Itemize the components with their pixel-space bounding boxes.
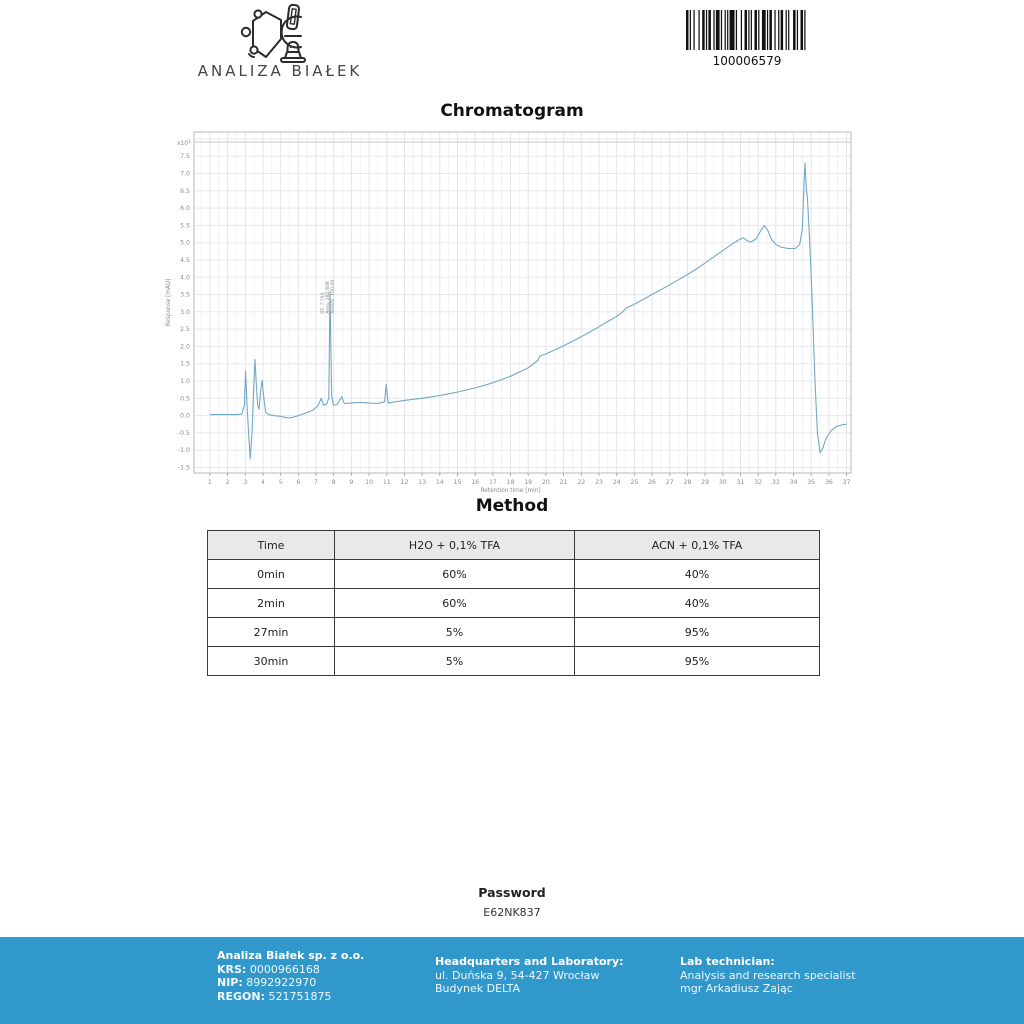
svg-text:1: 1: [207, 479, 212, 486]
method-title: Method: [475, 496, 549, 516]
svg-text:34: 34: [789, 479, 798, 486]
svg-text:2.5: 2.5: [180, 326, 190, 334]
svg-text:7.5: 7.5: [180, 153, 190, 161]
svg-text:Retention time [min]: Retention time [min]: [480, 488, 541, 494]
table-cell: 95%: [575, 647, 820, 676]
company-logo-icon: [215, 2, 345, 64]
table-cell: 40%: [575, 589, 820, 618]
svg-text:16: 16: [471, 479, 480, 486]
technician-name: mgr Arkadiusz Zając: [680, 982, 793, 995]
svg-text:27: 27: [665, 479, 674, 486]
svg-text:4: 4: [261, 479, 265, 486]
table-row: [208, 560, 820, 589]
svg-text:37: 37: [842, 479, 851, 486]
svg-text:0.5: 0.5: [180, 395, 190, 403]
svg-text:21: 21: [559, 479, 568, 486]
svg-text:31: 31: [736, 479, 745, 486]
svg-text:3: 3: [243, 479, 248, 486]
table-cell: 60%: [335, 560, 575, 589]
svg-text:11: 11: [382, 479, 391, 486]
svg-text:9: 9: [349, 479, 354, 486]
svg-text:x101: $x10^1$: [176, 140, 191, 147]
svg-text:-1.5: -1.5: [177, 464, 190, 472]
svg-text:12: 12: [400, 479, 409, 486]
chromatogram-chart: [160, 126, 860, 496]
chromatogram-title: Chromatogram: [440, 101, 584, 121]
svg-text:-0.5: -0.5: [177, 429, 190, 437]
company-nip: NIP: 8992922970: [217, 976, 317, 989]
svg-text:30: 30: [718, 479, 727, 486]
company-logo-text: ANALIZA BIAŁEK: [197, 62, 363, 80]
svg-text:Area%: 100.00: Area%: 100.00: [331, 279, 336, 314]
svg-text:RT: 7.793: RT: 7.793: [321, 292, 326, 314]
table-cell: 2min: [208, 589, 335, 618]
footer: [0, 937, 1024, 1024]
technician-role: Analysis and research specialist: [680, 968, 856, 982]
svg-text:7: 7: [314, 479, 318, 486]
table-row: [208, 618, 820, 647]
svg-text:18: 18: [506, 479, 515, 486]
svg-text:5.5: 5.5: [180, 222, 190, 230]
svg-text:25: 25: [630, 479, 639, 486]
table-cell: 27min: [208, 618, 335, 647]
hq-title: Headquarters and Laboratory:: [435, 955, 624, 968]
company-krs: KRS: 0000966168: [217, 962, 320, 976]
table-cell: 5%: [335, 647, 575, 676]
svg-text:Response [mAU]: Response [mAU]: [166, 278, 172, 327]
svg-text:13: 13: [418, 479, 427, 486]
table-cell: 40%: [575, 560, 820, 589]
svg-text:32: 32: [754, 479, 763, 486]
svg-text:5.0: 5.0: [180, 239, 190, 247]
svg-text:3.5: 3.5: [180, 291, 190, 299]
table-header-cell: ACN + 0,1% TFA: [575, 531, 820, 560]
svg-text:6.5: 6.5: [180, 187, 190, 195]
table-row: [208, 589, 820, 618]
svg-text:4.0: 4.0: [180, 274, 190, 282]
svg-text:7.0: 7.0: [180, 170, 190, 178]
table-cell: 30min: [208, 647, 335, 676]
svg-text:1.5: 1.5: [180, 360, 190, 368]
table-header-cell: H2O + 0,1% TFA: [335, 531, 575, 560]
method-table: [207, 530, 820, 676]
svg-text:15: 15: [453, 479, 462, 486]
svg-text:6.0: 6.0: [180, 205, 190, 213]
svg-text:0.0: 0.0: [180, 412, 190, 420]
svg-text:28: 28: [683, 479, 692, 486]
svg-text:3.0: 3.0: [180, 308, 190, 316]
svg-text:6: 6: [296, 479, 301, 486]
barcode-number: 100006579: [712, 54, 782, 68]
svg-text:8: 8: [331, 479, 336, 486]
svg-text:33: 33: [771, 479, 780, 486]
password-label: Password: [478, 885, 546, 900]
svg-text:26: 26: [648, 479, 656, 486]
footer-hq-block: [435, 955, 624, 996]
svg-text:5: 5: [278, 479, 283, 486]
svg-text:17: 17: [488, 479, 497, 486]
barcode: [686, 10, 808, 50]
svg-text:1.0: 1.0: [180, 378, 190, 385]
svg-text:Area: 282.808: Area: 282.808: [326, 281, 331, 314]
hq-address: ul. Duńska 9, 54-427 Wrocław: [435, 968, 600, 982]
svg-text:14: 14: [435, 479, 444, 486]
company-regon: REGON: 521751875: [217, 989, 332, 1003]
svg-text:23: 23: [595, 479, 603, 486]
footer-technician-block: [680, 955, 856, 996]
svg-text:19: 19: [524, 479, 533, 486]
table-row: [208, 647, 820, 676]
svg-text:-1.0: -1.0: [177, 447, 190, 455]
svg-text:20: 20: [541, 479, 550, 486]
svg-text:24: 24: [612, 479, 621, 486]
svg-text:4.5: 4.5: [180, 257, 190, 264]
svg-text:29: 29: [701, 479, 710, 486]
table-cell: 0min: [208, 560, 335, 589]
table-header-cell: Time: [208, 531, 335, 560]
svg-text:2: 2: [225, 479, 230, 486]
svg-text:35: 35: [807, 479, 816, 486]
svg-text:22: 22: [577, 479, 586, 486]
svg-text:2.0: 2.0: [180, 343, 190, 351]
hq-building: Budynek DELTA: [435, 982, 521, 995]
company-name: Analiza Białek sp. z o.o.: [217, 949, 365, 962]
table-header-row: [208, 531, 820, 560]
table-cell: 5%: [335, 618, 575, 647]
footer-company-block: [217, 949, 364, 1003]
table-cell: 60%: [335, 589, 575, 618]
table-cell: 95%: [575, 618, 820, 647]
svg-text:10: 10: [365, 479, 374, 486]
password-value: E62NK837: [483, 906, 541, 919]
technician-title: Lab technician:: [680, 955, 775, 968]
svg-text:36: 36: [824, 479, 833, 486]
